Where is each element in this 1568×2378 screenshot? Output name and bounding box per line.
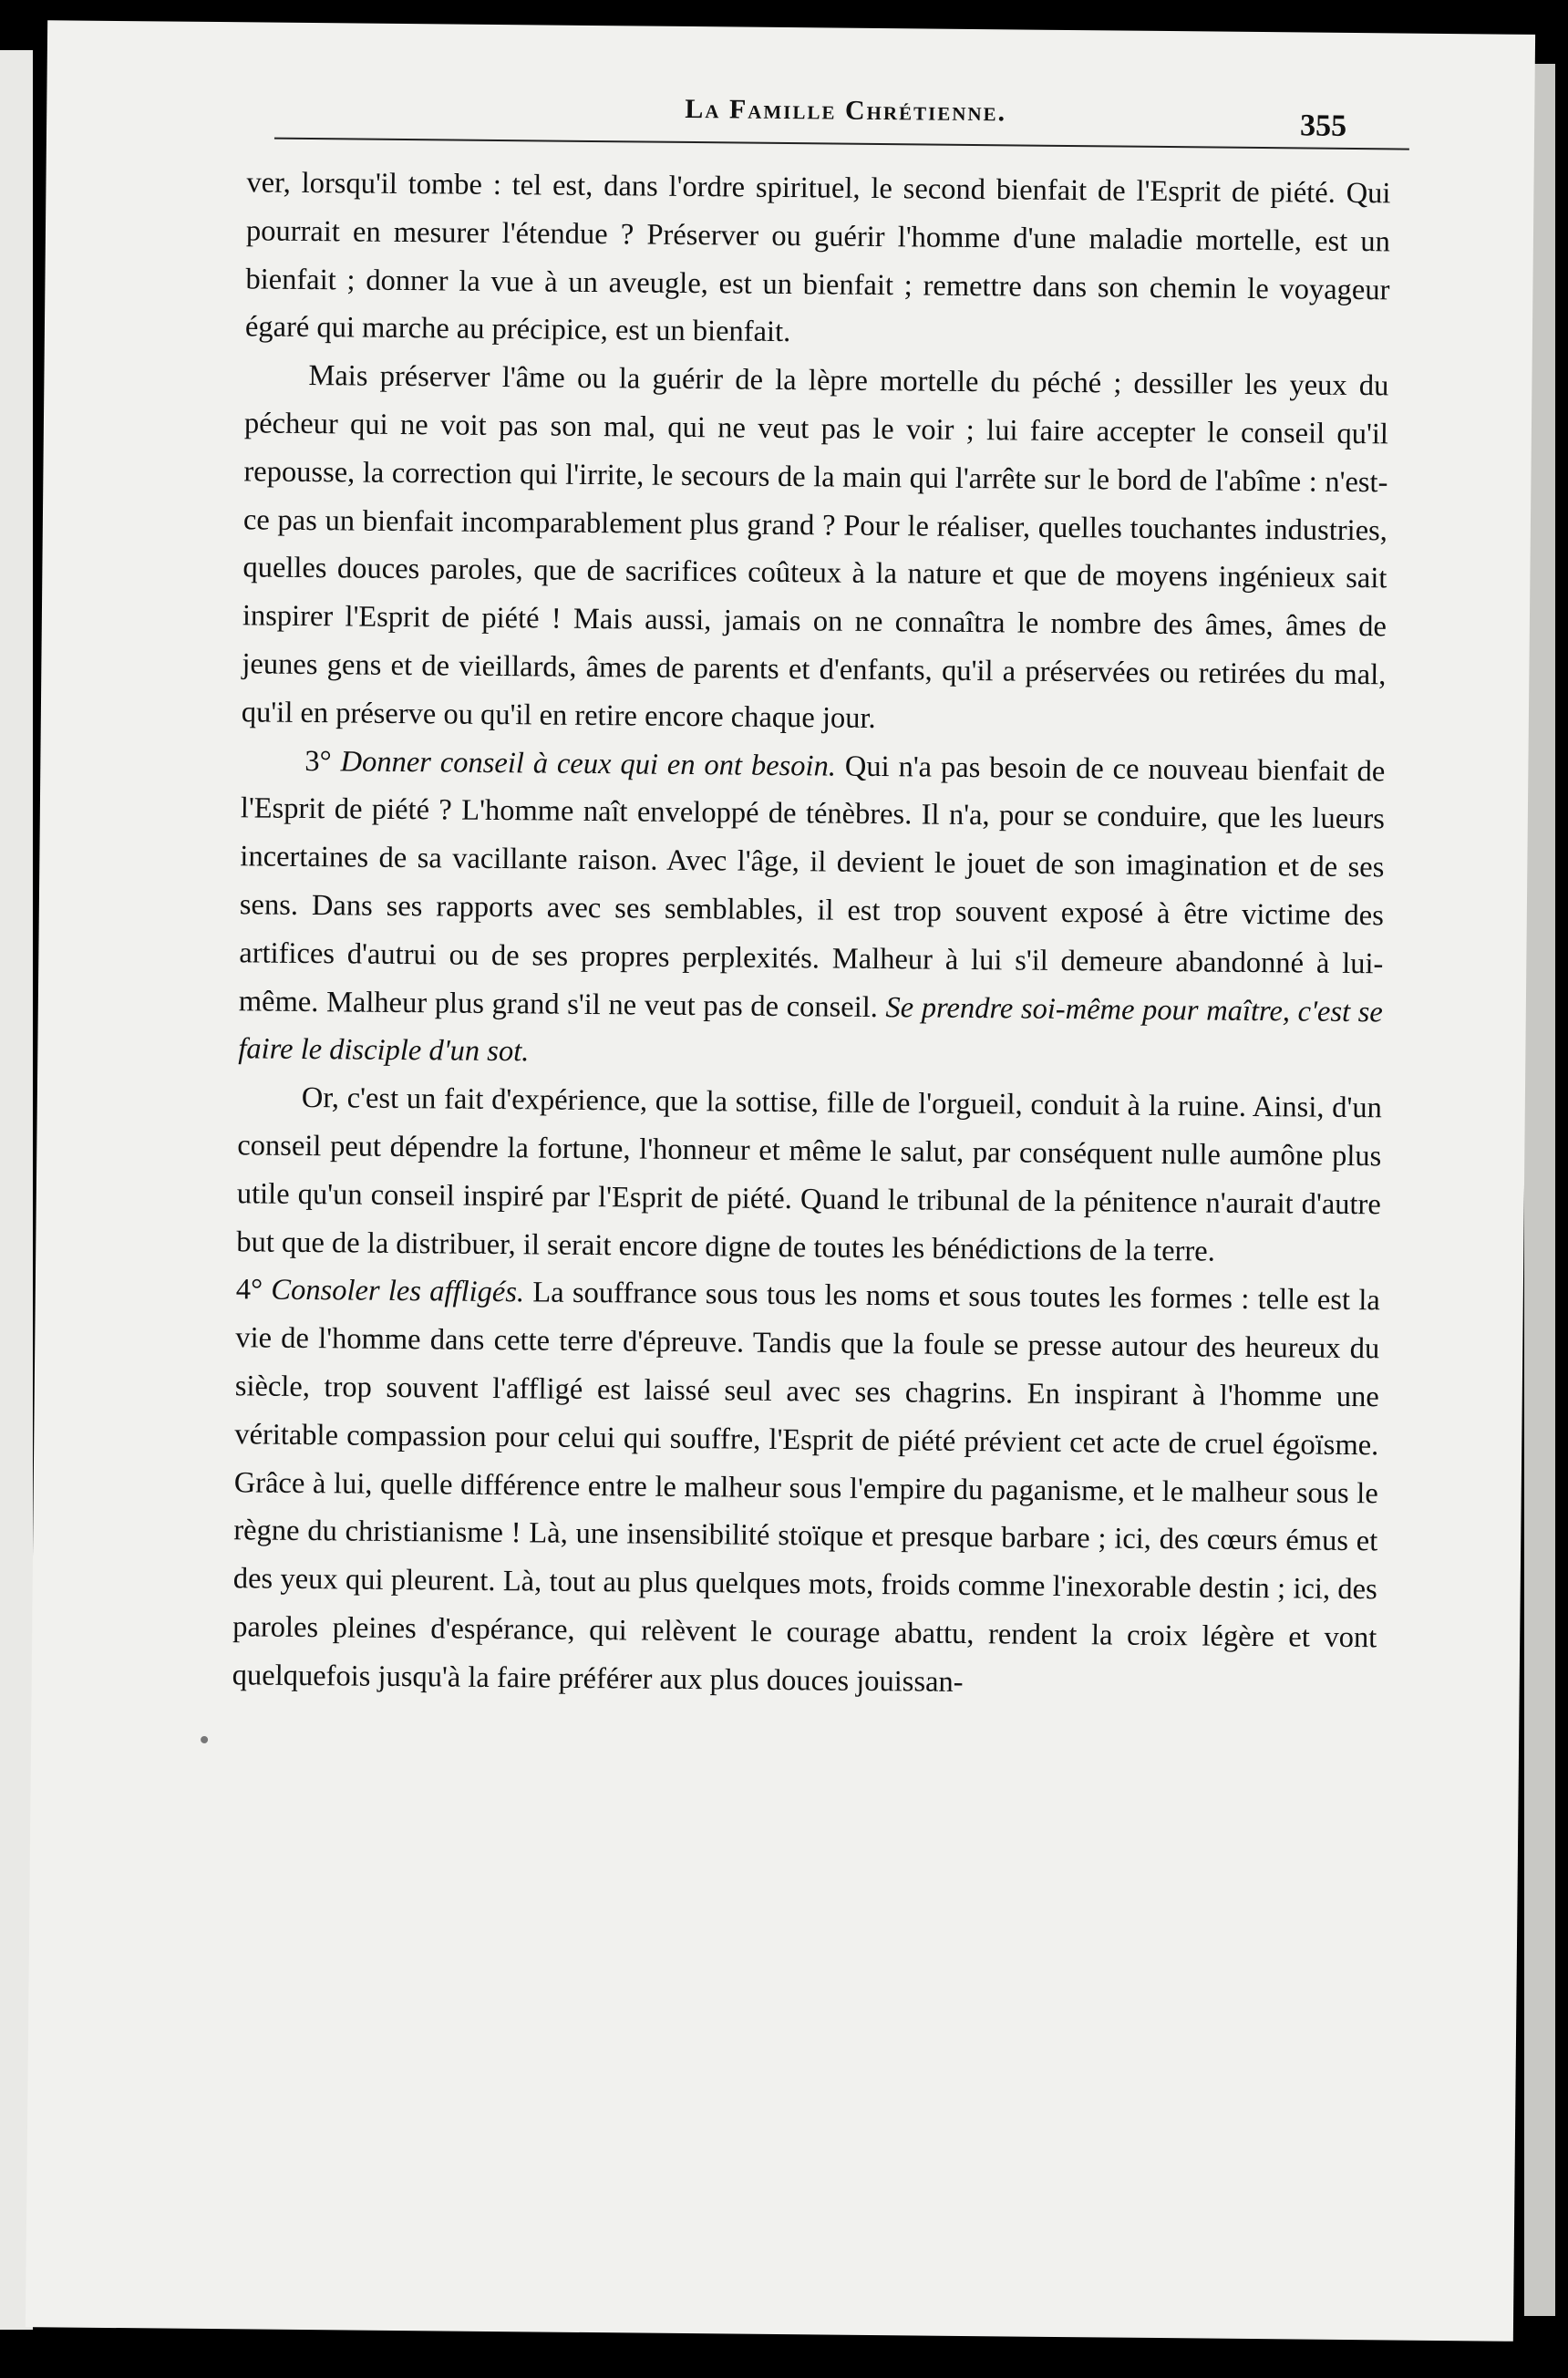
section-number: 3° <box>304 744 332 778</box>
book-page <box>26 20 1535 2342</box>
section-heading: Donner conseil à ceux qui en ont besoin. <box>340 744 837 783</box>
header-rule <box>274 138 1409 150</box>
body-text <box>232 159 1391 1710</box>
paragraph-5-text: La souffrance sous tous les noms et sous toutes les formes : telle est la vie de l'homme dans cette terre d'épreuve. Tandis que la foule se presse autour des heureux du siècle, trop souvent l'affligé est laissé seul avec ses chagrins. En inspirant à l'homme une véritable compassion pour celui qui souffre, l'Esprit de piété prévient cet acte de cruel égoïsme. Grâce à lui, quelle différence entre le malheur sous l'empire du paganisme, et le malheur sous le règne du christianisme ! Là, une insensibilité stoïque et presque barbare ; ici, des cœurs émus et des yeux qui pleurent. Là, tout au plus quelques mots, froids comme l'inexorable destin ; ici, des paroles pleines d'espérance, qui relèvent le courage abattu, rendent la croix légère et vont quelquefois jusqu'à la faire préférer aux plus douces jouissan- <box>232 1276 1380 1699</box>
paragraph-3 <box>238 737 1385 1085</box>
section-heading: Consoler les affligés. <box>271 1273 525 1309</box>
margin-mark <box>201 1736 208 1743</box>
paragraph-4: Or, c'est un fait d'expérience, que la sottise, fille de l'orgueil, conduit à la ruine. Ainsi, d'un conseil peut dépendre la fortune, l'honneur et même le salut, par conséquent nulle aumône plus utile qu'un conseil inspiré par l'Esprit de piété. Quand le tribunal de la pénitence n'aurait d'autre but que de la distribuer, il serait encore digne de toutes les bénédictions de la terre. <box>236 1081 1382 1268</box>
paragraph-2: Mais préserver l'âme ou la guérir de la lèpre mortelle du péché ; dessiller les yeux du pécheur qui ne voit pas son mal, qui ne veut pas le voir ; lui faire accepter le conseil qu'il repousse, la correction qui l'irrite, le secours de la main qui l'arrête sur le bord de l'abîme : n'est-ce pas un bienfait incomparablement plus grand ? Pour le réaliser, quelles touchantes industries, quelles douces paroles, que de sacrifices coûteux à la nature et que de moyens ingénieux sait inspirer l'Esprit de piété ! Mais aussi, jamais on ne connaîtra le nombre des âmes, âmes de jeunes gens et de vieillards, âmes de parents et d'enfants, qu'il a préservées ou retirées du mal, qu'il en préserve ou qu'il en retire encore chaque jour. <box>241 359 1389 735</box>
section-number: 4° <box>235 1273 263 1307</box>
page-header <box>274 63 1410 143</box>
paragraph-5 <box>232 1267 1381 1711</box>
maxim: Se prendre soi-même pour maître, c'est se faire le disciple d'un sot. <box>238 990 1383 1069</box>
paragraph-3-text: Qui n'a pas besoin de ce nouveau bienfait de l'Esprit de piété ? L'homme naît enveloppé de ténèbres. Il n'a, pour se conduire, que les lueurs incertaines de sa vacillante raison. Avec l'âge, il devient le jouet de son imagination et de ses sens. Dans ses rapports avec ses semblables, il est trop souvent exposé à être victime des artifices d'autrui ou de ses propres perplexités. Malheur à lui s'il demeure abandonné à lui-même. Malheur plus grand s'il ne veut pas de conseil. <box>238 750 1386 1024</box>
paragraph-1: ver, lorsqu'il tombe : tel est, dans l'ordre spirituel, le second bienfait de l'Esprit de piété. Qui pourrait en mesurer l'étendue ? Préserver ou guérir l'homme d'une maladie mortelle, est un bienfait ; donner la vue à un aveugle, est un bienfait ; remettre dans son chemin le voyageur égaré qui marche au précipice, est un bienfait. <box>244 166 1391 349</box>
page-number: 355 <box>1299 109 1347 143</box>
running-title: La Famille Chrétienne. <box>685 93 1007 128</box>
